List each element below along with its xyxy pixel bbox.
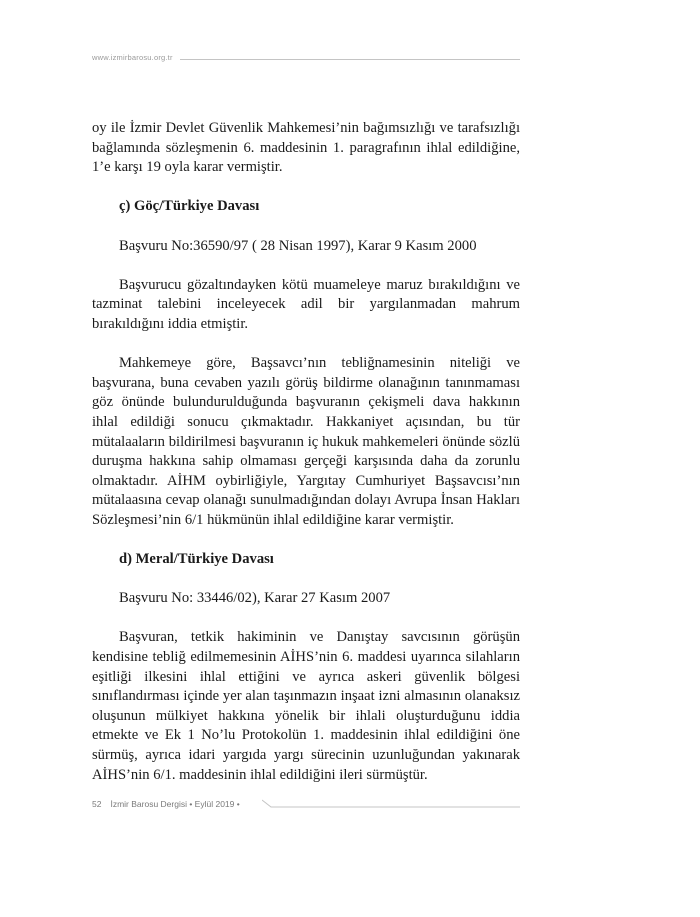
paragraph-goc-claim: Başvurucu gözaltındayken kötü muameleye maruz bırakıldığını ve tazminat talebini inceleyecek adil bir yargılanmadan mahrum bırakıldığını iddia etmiştir.: [92, 276, 520, 332]
page-body: [92, 119, 520, 805]
footer-text: [92, 799, 240, 809]
section-heading-meral: d) Meral/Türkiye Davası: [119, 551, 274, 568]
journal-info: İzmir Barosu Dergisi • Eylül 2019 •: [110, 799, 240, 809]
section-heading-goc: ç) Göç/Türkiye Davası: [119, 198, 260, 215]
paragraph-meral-claim: Başvuran, tetkik hakiminin ve Danıştay savcısının görüşün kendisine tebliğ edilmemesinin AİHS’nin 6. maddesi uyarınca silahların eşitliği ilkesini ihlal ettiğini ve ayrıca askeri güvenlik bölgesi sınıflandırması içinde yer alan taşınmazın inşaat izni almasının olanaksız oluşunun mülkiyet hakkına yönelik bir ihlali oluşturduğunu iddia etmekte ve Ek 1 No’lu Protokolün 1. maddesinin ihlal edildiğini öne sürmüş, ayrıca idari yargıda yargı sürecinin uzunluğundan yakınarak AİHS’nin 6/1. maddesinin ihlal edildiğini ileri sürmüştür.: [92, 629, 520, 783]
header-url: www.izmirbarosu.org.tr: [92, 53, 173, 62]
page-header: [92, 53, 520, 67]
header-rule: [180, 59, 520, 60]
paragraph-continuation: oy ile İzmir Devlet Güvenlik Mahkemesi’nin bağımsızlığı ve tarafsızlığı bağlamında sözleşmenin 6. maddesinin 1. paragrafının ihlal edildiğine, 1’e karşı 19 oyla karar vermiştir.: [92, 120, 520, 176]
footer-rule: [262, 799, 520, 809]
page-number: 52: [92, 799, 102, 809]
paragraph-goc-judgment: Mahkemeye göre, Başsavcı’nın tebliğnamesinin niteliği ve başvurana, buna cevaben yazılı görüş bildirme olanağının tanınmaması göz önünde bulundurulduğunda başvuranın çekişmeli dava hakkının ihlal edildiği sonucu çıkmaktadır. Hakkaniyet açısından, bu tür mütalaaların bildirilmesi başvuranın iç hukuk mahkemeleri önünde sözlü duruşma hakkına sahip olmaması gerçeği karşısında daha da zorunlu olmaktadır. AİHM oybirliğiyle, Yargıtay Cumhuriyet Başsavcısı’nın mütalaasına cevap olanağı sunulmadığından dolayı Avrupa İnsan Hakları Sözleşmesi’nin 6/1 hükmünün ihlal edildiğine karar vermiştir.: [92, 355, 520, 528]
case-reference-meral: Başvuru No: 33446/02), Karar 27 Kasım 2007: [119, 590, 391, 607]
page-footer: [92, 799, 520, 815]
case-reference-goc: Başvuru No:36590/97 ( 28 Nisan 1997), Karar 9 Kasım 2000: [119, 237, 477, 254]
